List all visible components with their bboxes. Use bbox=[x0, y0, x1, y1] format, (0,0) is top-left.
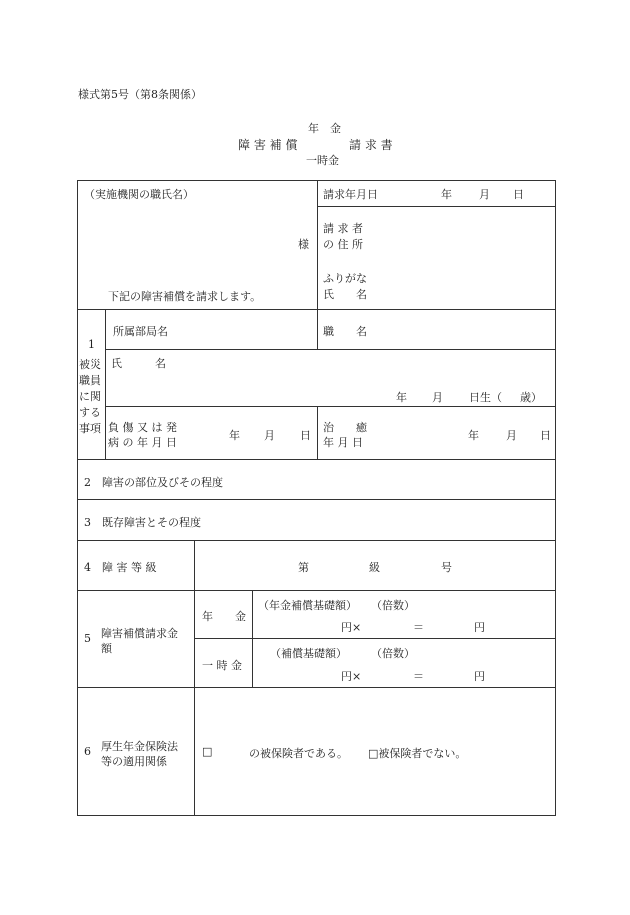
furigana-label: ふりがな bbox=[323, 272, 367, 285]
addressee-label: （実施機関の職氏名） bbox=[84, 188, 194, 201]
cure-date-label-1: 治 癒 bbox=[323, 421, 367, 434]
section1-number: 1 bbox=[88, 338, 95, 351]
grade-dai: 第 bbox=[298, 561, 309, 574]
title-ichijikin: 一時金 bbox=[306, 154, 339, 167]
section3-label: 3 既存障害とその程度 bbox=[84, 516, 201, 529]
insured-checkbox[interactable]: □ bbox=[202, 745, 213, 758]
lump-sum-label: 一 時 金 bbox=[202, 659, 242, 672]
section4-label: 4 障 害 等 級 bbox=[84, 561, 157, 574]
insured-option-text: の被保険者である。 bbox=[249, 747, 348, 760]
birth-day-unit: 日生（ bbox=[469, 391, 502, 404]
not-insured-checkbox[interactable]: □被保険者でない。 bbox=[368, 747, 467, 760]
grade-kyu: 級 bbox=[369, 561, 380, 574]
pension-basis-label: （年金補償基礎額） bbox=[258, 599, 357, 612]
pension-label: 年 金 bbox=[202, 610, 246, 623]
form-id: 様式第5号（第8条関係） bbox=[78, 88, 202, 101]
lump-equals: ＝ bbox=[413, 670, 424, 683]
title-main: 障 害 補 償 bbox=[238, 138, 298, 152]
title-nenkin: 年 金 bbox=[308, 122, 341, 135]
cure-month-unit: 月 bbox=[506, 429, 517, 442]
section1-vertical-label: 被災 職員 に関 する 事項 bbox=[79, 358, 101, 435]
injury-month-unit: 月 bbox=[264, 429, 275, 442]
employee-name-label: 氏 名 bbox=[111, 357, 166, 370]
claimant-address-label-2: の 住 所 bbox=[323, 238, 363, 251]
section5-label-1: 障害補償請求金 bbox=[101, 627, 178, 640]
cure-date-label-2: 年 月 日 bbox=[323, 436, 363, 449]
sama-label: 様 bbox=[298, 238, 309, 251]
section6-label-1: 厚生年金保険法 bbox=[101, 740, 178, 753]
request-date-label: 請求年月日 bbox=[323, 188, 378, 201]
injury-year-unit: 年 bbox=[229, 429, 240, 442]
pension-multiplier-label: （倍数） bbox=[371, 599, 415, 612]
claimant-name-label: 氏 名 bbox=[323, 288, 367, 301]
request-date-month-unit: 月 bbox=[479, 188, 490, 201]
pension-equals: ＝ bbox=[413, 621, 424, 634]
lump-basis-label: （補償基礎額） bbox=[270, 647, 347, 660]
cure-year-unit: 年 bbox=[468, 429, 479, 442]
dept-label: 所属部局名 bbox=[113, 325, 168, 338]
injury-day-unit: 日 bbox=[300, 429, 311, 442]
section6-label-2: 等の適用関係 bbox=[101, 755, 167, 768]
cure-day-unit: 日 bbox=[540, 429, 551, 442]
request-date-day-unit: 日 bbox=[513, 188, 524, 201]
section5-label-2: 額 bbox=[101, 642, 112, 655]
section6-number: 6 bbox=[84, 745, 91, 758]
birth-month-unit: 月 bbox=[432, 391, 443, 404]
claimant-address-label-1: 請 求 者 bbox=[323, 222, 363, 235]
lump-yen-x: 円× bbox=[341, 670, 362, 683]
lump-multiplier-label: （倍数） bbox=[371, 647, 415, 660]
injury-date-label-2: 病 の 年 月 日 bbox=[108, 436, 177, 449]
grade-go: 号 bbox=[441, 561, 452, 574]
request-date-year-unit: 年 bbox=[441, 188, 452, 201]
lump-yen: 円 bbox=[474, 670, 485, 683]
request-statement: 下記の障害補償を請求します。 bbox=[108, 290, 262, 303]
birth-year-unit: 年 bbox=[396, 391, 407, 404]
pension-yen: 円 bbox=[474, 621, 485, 634]
title-seikyusho: 請 求 書 bbox=[349, 138, 393, 152]
section5-number: 5 bbox=[84, 632, 91, 645]
position-label: 職 名 bbox=[323, 325, 367, 338]
injury-date-label-1: 負 傷 又 は 発 bbox=[108, 421, 177, 434]
section2-label: 2 障害の部位及びその程度 bbox=[84, 476, 223, 489]
birth-age-unit: 歳） bbox=[520, 391, 542, 404]
pension-yen-x: 円× bbox=[341, 621, 362, 634]
